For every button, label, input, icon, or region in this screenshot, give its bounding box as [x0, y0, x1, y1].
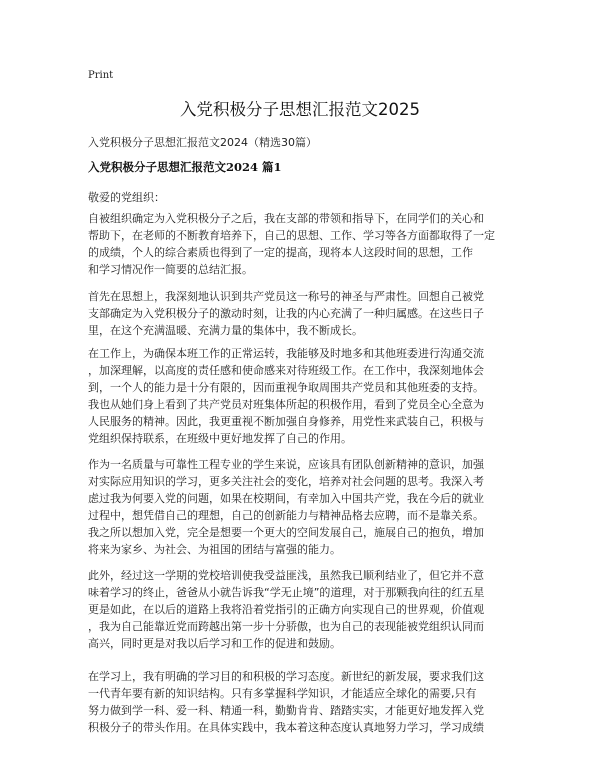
print-label: Print: [88, 70, 114, 81]
paragraph-line: 虑过我为何要入党的问题，如果在校期间，有幸加入中国共产党，我在今后的就业: [88, 492, 484, 505]
document-title: 入党积极分子思想汇报范文2025: [180, 100, 420, 119]
paragraph-line: 过程中，想凭借自己的理想，自己的创新能力与精神品格去应聘，而不是靠关系。: [88, 509, 484, 522]
paragraph-line: 首先在思想上，我深刻地认识到共产党员这一称号的神圣与严肃性。回想自己被党: [88, 290, 484, 303]
paragraph-study: [88, 668, 518, 736]
paragraph-line: 我也从她们身上看到了共产党员对班集体所起的积极作用，看到了党员全心全意为: [88, 398, 484, 411]
paragraph-line: 里，在这个充满温暖、充满力量的集体中，我不断成长。: [88, 324, 363, 337]
paragraph-line: 帮助下，在老师的不断教育培养下，自己的思想、工作、学习等各方面都取得了一定: [88, 229, 495, 242]
paragraph-line: 党组织保持联系，在班级中更好地发挥了自己的作用。: [88, 432, 352, 445]
paragraph-line: 人民服务的精神。因此，我更重视不断加强自身修养，用党性来武装自己，积极与: [88, 415, 484, 428]
paragraph-line: ，我为自己能靠近党而跨越出第一步十分骄傲，也为自己的表现能被党组织认同而: [88, 620, 484, 633]
paragraph-major: [88, 456, 518, 558]
paragraph-line: 更是如此，在以后的道路上我将沿着党指引的正确方向实现自己的世界观，价值观: [88, 603, 484, 616]
paragraph-line: 在工作上，为确保本班工作的正常运转，我能够及时地多和其他班委进行沟通交流: [88, 347, 484, 360]
paragraph-line: 对实际应用知识的学习，更多关注社会的变化，培养对社会问题的思考。我深入考: [88, 475, 484, 488]
paragraph-work: [88, 345, 518, 447]
paragraph-line: 的成绩，个人的综合素质也得到了一定的提高，现将本人这段时间的思想，工作: [88, 246, 473, 259]
paragraph-training: [88, 567, 518, 652]
paragraph-line: 将来为家乡、为社会、为祖国的团结与富强的能力。: [88, 543, 341, 556]
paragraph-line: 在学习上，我有明确的学习目的和积极的学习态度。新世纪的新发展，要求我们这: [88, 670, 484, 683]
paragraph-line: 味着学习的终止，爸爸从小就告诉我“学无止境”的道理，对于那颗我向往的红五星: [88, 586, 485, 599]
paragraph-intro: [88, 210, 518, 278]
paragraph-thought: [88, 288, 518, 339]
paragraph-line: 努力做到学一科、爱一科、精通一科，勤勤肯肯、踏踏实实，才能更好地发挥入党: [88, 704, 484, 717]
paragraph-line: 一代青年要有新的知识结构。只有多掌握科学知识，才能适应全球化的需要,只有: [88, 687, 477, 700]
paragraph-line: 作为一名质量与可靠性工程专业的学生来说，应该具有团队创新精神的意识，加强: [88, 458, 484, 471]
paragraph-line: ，加深理解，以高度的责任感和使命感来对待班级工作。在工作中，我深刻地体会: [88, 364, 484, 377]
paragraph-line: 和学习情况作一简要的总结汇报。: [88, 263, 253, 276]
paragraph-line: 此外，经过这一学期的党校培训使我受益匪浅，虽然我已顺利结业了，但它并不意: [88, 569, 484, 582]
paragraph-line: 到，一个人的能力是十分有限的，因而重视争取周围共产党员和其他班委的支持。: [88, 381, 484, 394]
paragraph-line: 我之所以想加入党，完全是想要一个更大的空间发展自己，施展自己的抱负，增加: [88, 526, 484, 539]
paragraph-line: 自被组织确定为入党积极分子之后，我在支部的带领和指导下，在同学们的关心和: [88, 212, 484, 225]
greeting: 敬爱的党组织：: [88, 191, 165, 204]
paragraph-line: 支部确定为入党积极分子的激动时刻，让我的内心充满了一种归属感。在这些日子: [88, 307, 484, 320]
section-heading: 入党积极分子思想汇报范文2024 篇1: [88, 160, 282, 174]
paragraph-line: 高兴，同时更是对我以后学习和工作的促进和鼓励。: [88, 637, 341, 650]
document-subtitle: 入党积极分子思想汇报范文2024（精选30篇）: [88, 136, 317, 149]
paragraph-line: 积极分子的带头作用。在具体实践中，我本着这种态度认真地努力学习，学习成绩: [88, 721, 484, 734]
